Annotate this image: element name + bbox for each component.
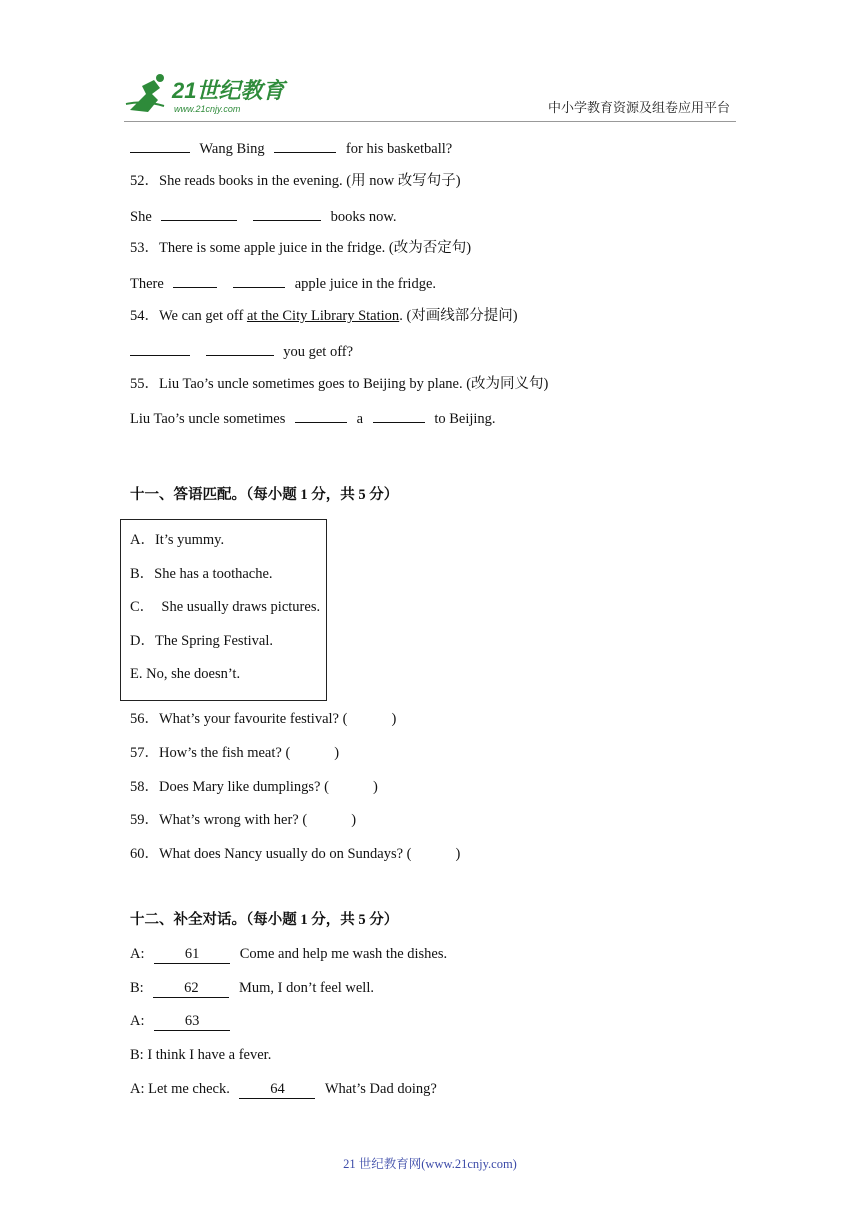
answer-text: There	[130, 276, 164, 293]
question-text: . (对画线部分提问)	[399, 307, 518, 324]
q52-answer-line	[130, 205, 750, 239]
question-number: 58．	[130, 778, 159, 795]
question-text: There is some apple juice in the fridge. (改为否定句)	[159, 240, 472, 257]
q58	[130, 777, 750, 811]
q57	[130, 743, 750, 777]
option-c: C． She usually draws pictures.	[130, 599, 321, 616]
answer-blank[interactable]	[130, 137, 190, 153]
q53-question	[130, 238, 750, 272]
paren-close: )	[372, 778, 378, 795]
question-text: She reads books in the evening. (用 now 改写句子)	[159, 172, 461, 189]
speaker-label: A:	[130, 945, 145, 962]
dialog-line-5	[130, 1079, 750, 1113]
answer-text: you get off?	[283, 343, 354, 360]
numbered-blank[interactable]: 63	[154, 1011, 230, 1031]
dialog-line-4: B: I think I have a fever.	[130, 1047, 272, 1064]
dialog-text: Mum, I don’t feel well.	[238, 979, 374, 996]
answer-blank[interactable]	[253, 205, 321, 221]
dialog-line-2	[130, 978, 750, 1012]
paren-close: )	[334, 744, 340, 761]
question-number: 52．	[130, 172, 159, 189]
numbered-blank[interactable]: 64	[239, 1079, 315, 1099]
answer-text: to Beijing.	[434, 411, 496, 428]
options-box	[120, 519, 327, 701]
section-12-title: 十二、补全对话。（每小题 1 分，共 5 分）	[130, 911, 399, 928]
section-11-title: 十一、答语匹配。（每小题 1 分，共 5 分）	[130, 487, 399, 504]
answer-text: Wang Bing	[199, 141, 265, 157]
answer-text: apple juice in the fridge.	[294, 276, 437, 293]
q51-answer-line	[130, 137, 750, 171]
logo-url: www.21cnjy.com	[174, 104, 241, 114]
page-footer: 21 世纪教育网(www.21cnjy.com)	[343, 1157, 517, 1171]
document-body	[130, 137, 750, 1113]
question-text: We can get off	[159, 307, 247, 324]
question-number: 55．	[130, 375, 159, 392]
option-a: A．It’s yummy.	[130, 531, 225, 548]
q56	[130, 709, 750, 743]
q55-answer-line	[130, 407, 750, 441]
paren-close: )	[455, 846, 461, 863]
dialog-line-3	[130, 1011, 750, 1045]
q60	[130, 844, 750, 878]
answer-blank[interactable]	[233, 272, 285, 288]
dialog-text: What’s Dad doing?	[324, 1080, 437, 1097]
question-number: 56．	[130, 710, 159, 727]
question-number: 54．	[130, 307, 159, 324]
option-d: D．The Spring Festival.	[130, 632, 273, 649]
page-header	[0, 0, 860, 125]
paren-close: )	[391, 710, 397, 727]
q55-question	[130, 374, 750, 408]
question-number: 57．	[130, 744, 159, 761]
answer-text: for his basketball?	[345, 141, 453, 157]
underlined-phrase: at the City Library Station	[246, 307, 400, 324]
answer-blank[interactable]	[173, 272, 217, 288]
question-number: 53．	[130, 240, 159, 257]
answer-blank[interactable]	[295, 407, 347, 423]
speaker-label: A:	[130, 1013, 145, 1030]
answer-blank[interactable]	[130, 340, 190, 356]
answer-blank[interactable]	[274, 137, 336, 153]
answer-text: a	[356, 411, 364, 428]
q52-question	[130, 171, 750, 205]
dialog-text: A: Let me check.	[130, 1080, 230, 1097]
question-text: Does Mary like dumplings? (	[159, 778, 329, 795]
numbered-blank[interactable]: 62	[153, 978, 229, 998]
answer-blank[interactable]	[206, 340, 274, 356]
question-text: What’s wrong with her? (	[159, 812, 308, 829]
dialog-line-1	[130, 944, 750, 978]
answer-text: She	[130, 208, 152, 225]
dialog-text: Come and help me wash the dishes.	[239, 945, 448, 962]
speaker-label: B:	[130, 979, 144, 996]
answer-text: books now.	[330, 208, 397, 225]
option-b: B．She has a toothache.	[130, 565, 273, 582]
logo-21cnjy-icon	[124, 70, 294, 116]
logo-text: 21世纪教育	[172, 78, 285, 103]
platform-label: 中小学教育资源及组卷应用平台	[547, 100, 730, 115]
paren-close: )	[351, 812, 357, 829]
q53-answer-line	[130, 272, 750, 306]
q59	[130, 810, 750, 844]
answer-blank[interactable]	[161, 205, 237, 221]
numbered-blank[interactable]: 61	[154, 944, 230, 964]
q54-question	[130, 306, 750, 340]
question-text: What’s your favourite festival? (	[159, 710, 348, 727]
question-number: 59．	[130, 812, 159, 829]
question-number: 60．	[130, 846, 159, 863]
header-divider	[124, 121, 736, 122]
answer-blank[interactable]	[373, 407, 425, 423]
option-e: E. No, she doesn’t.	[130, 666, 241, 683]
q54-answer-line	[130, 340, 750, 374]
answer-text: Liu Tao’s uncle sometimes	[130, 411, 286, 428]
question-text: Liu Tao’s uncle sometimes goes to Beijing by plane. (改为同义句)	[159, 375, 549, 392]
question-text: How’s the fish meat? (	[159, 744, 291, 761]
question-text: What does Nancy usually do on Sundays? (	[159, 846, 412, 863]
